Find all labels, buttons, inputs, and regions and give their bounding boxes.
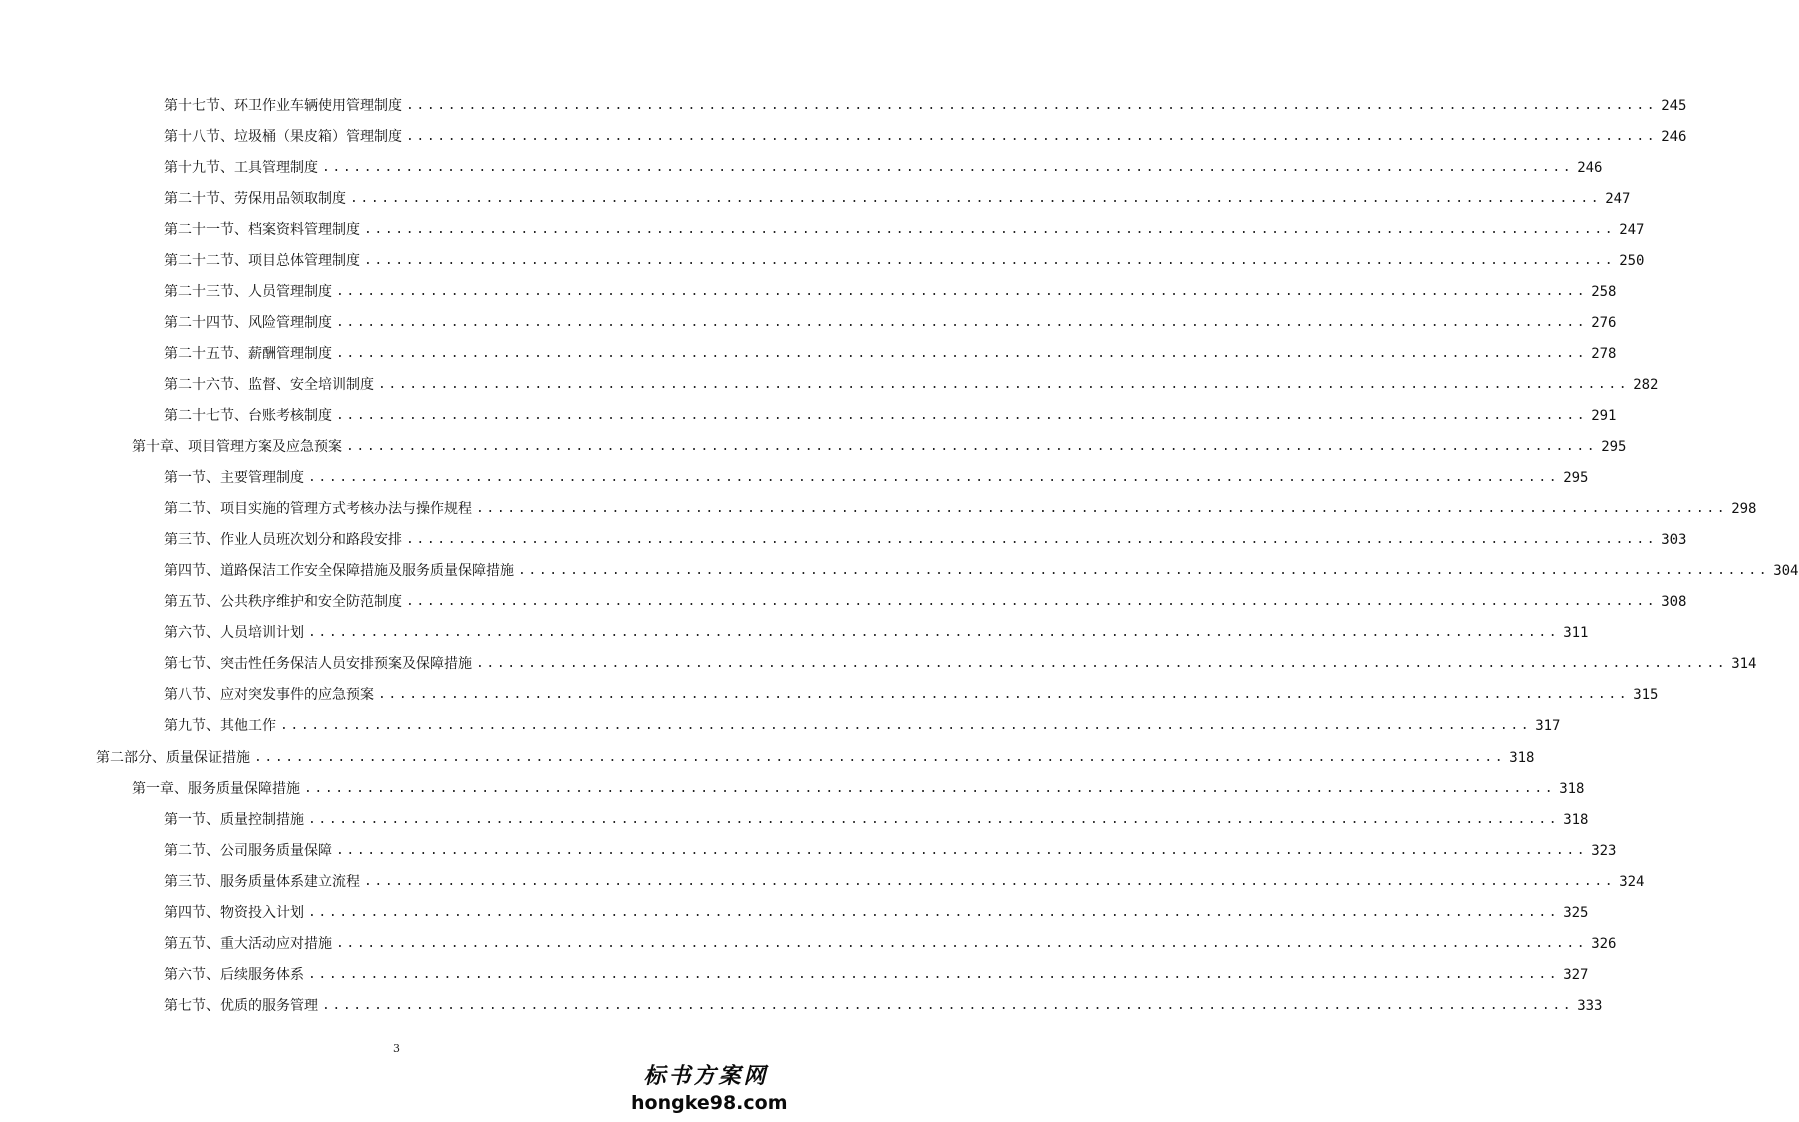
toc-dot-leader: ........................................................................................................................: [308, 811, 1560, 827]
toc-dot-leader: ........................................................................................................................: [336, 314, 1588, 330]
toc-entry[interactable]: [0, 276, 1617, 307]
toc-entry-title: 第一章、服务质量保障措施: [132, 780, 300, 797]
toc-entry-title: 第六节、后续服务体系: [164, 966, 304, 983]
watermark-url: hongke98.com: [631, 1092, 788, 1114]
toc-entry-title: 第十九节、工具管理制度: [164, 159, 318, 176]
toc-entry-page: 276: [1591, 314, 1617, 331]
toc-dot-leader: ........................................................................................................................: [406, 532, 1658, 548]
toc-entry[interactable]: [0, 245, 1645, 276]
toc-dot-leader: ........................................................................................................................: [364, 873, 1616, 889]
toc-entry-title: 第二十四节、风险管理制度: [164, 314, 332, 331]
toc-dot-leader: ........................................................................................................................: [378, 376, 1630, 392]
toc-entry-title: 第五节、公共秩序维护和安全防范制度: [164, 594, 402, 611]
toc-entry-page: 291: [1591, 407, 1617, 424]
toc-entry[interactable]: [0, 587, 1687, 618]
toc-entry[interactable]: [0, 556, 1799, 587]
toc-entry-title: 第二十七节、台账考核制度: [164, 407, 332, 424]
toc-dot-leader: ........................................................................................................................: [308, 470, 1560, 486]
toc-dot-leader: ........................................................................................................................: [364, 221, 1616, 237]
toc-entry[interactable]: [0, 369, 1659, 400]
toc-entry-page: 298: [1731, 501, 1757, 518]
toc-entry-title: 第二节、项目实施的管理方式考核办法与操作规程: [164, 501, 472, 518]
toc-entry[interactable]: [0, 773, 1585, 804]
toc-entry-page: 333: [1577, 997, 1603, 1014]
toc-dot-leader: ........................................................................................................................: [336, 407, 1588, 423]
toc-entry[interactable]: [0, 680, 1659, 711]
toc-dot-leader: ........................................................................................................................: [254, 749, 1506, 765]
toc-entry[interactable]: [0, 400, 1617, 431]
toc-dot-leader: ........................................................................................................................: [336, 842, 1588, 858]
toc-entry[interactable]: [0, 525, 1687, 556]
toc-dot-leader: ........................................................................................................................: [336, 345, 1588, 361]
toc-entry[interactable]: [0, 742, 1535, 773]
page-number: 3: [393, 1042, 400, 1055]
toc-dot-leader: ........................................................................................................................: [308, 904, 1560, 920]
toc-entry-title: 第七节、突击性任务保洁人员安排预案及保障措施: [164, 656, 472, 673]
toc-entry-page: 295: [1601, 439, 1627, 456]
toc-entry-page: 247: [1605, 190, 1631, 207]
toc-entry-page: 324: [1619, 873, 1645, 890]
toc-entry-title: 第二部分、质量保证措施: [96, 749, 250, 766]
toc-entry-title: 第二十六节、监督、安全培训制度: [164, 376, 374, 393]
toc-entry-page: 314: [1731, 656, 1757, 673]
toc-entry-title: 第一节、主要管理制度: [164, 470, 304, 487]
toc-entry[interactable]: [0, 121, 1687, 152]
toc-entry-page: 282: [1633, 376, 1659, 393]
toc-entry-title: 第二节、公司服务质量保障: [164, 842, 332, 859]
toc-entry[interactable]: [0, 711, 1561, 742]
toc-entry-page: 318: [1509, 749, 1535, 766]
toc-dot-leader: ........................................................................................................................: [476, 656, 1728, 672]
site-watermark: [631, 1059, 788, 1114]
toc-entry-title: 第十八节、垃圾桶（果皮箱）管理制度: [164, 128, 402, 145]
toc-dot-leader: ........................................................................................................................: [406, 594, 1658, 610]
toc-entry-title: 第四节、道路保洁工作安全保障措施及服务质量保障措施: [164, 563, 514, 580]
toc-entry[interactable]: [0, 928, 1617, 959]
toc-dot-leader: ........................................................................................................................: [304, 780, 1556, 796]
toc-entry[interactable]: [0, 463, 1589, 494]
toc-entry[interactable]: [0, 866, 1645, 897]
toc-entry[interactable]: [0, 618, 1589, 649]
toc-dot-leader: ........................................................................................................................: [350, 190, 1602, 206]
toc-entry-page: 308: [1661, 594, 1687, 611]
toc-entry-title: 第二十节、劳保用品领取制度: [164, 190, 346, 207]
toc-entry-page: 318: [1563, 811, 1589, 828]
toc-dot-leader: ........................................................................................................................: [308, 966, 1560, 982]
toc-entry-page: 303: [1661, 532, 1687, 549]
toc-entry[interactable]: [0, 432, 1627, 463]
toc-entry-title: 第二十一节、档案资料管理制度: [164, 221, 360, 238]
toc-entry-title: 第一节、质量控制措施: [164, 811, 304, 828]
toc-dot-leader: ........................................................................................................................: [280, 718, 1532, 734]
toc-dot-leader: ........................................................................................................................: [336, 283, 1588, 299]
toc-dot-leader: ........................................................................................................................: [308, 625, 1560, 641]
toc-entry-page: 246: [1577, 159, 1603, 176]
toc-entry-page: 325: [1563, 904, 1589, 921]
toc-entry-title: 第四节、物资投入计划: [164, 904, 304, 921]
toc-entry[interactable]: [0, 338, 1617, 369]
toc-entry-title: 第十章、项目管理方案及应急预案: [132, 439, 342, 456]
toc-entry-title: 第八节、应对突发事件的应急预案: [164, 687, 374, 704]
toc-entry[interactable]: [0, 214, 1645, 245]
toc-dot-leader: ........................................................................................................................: [406, 97, 1658, 113]
toc-entry-title: 第六节、人员培训计划: [164, 625, 304, 642]
toc-entry-page: 326: [1591, 935, 1617, 952]
toc-dot-leader: ........................................................................................................................: [336, 935, 1588, 951]
toc-entry-page: 258: [1591, 283, 1617, 300]
toc-entry-page: 315: [1633, 687, 1659, 704]
toc-dot-leader: ........................................................................................................................: [322, 997, 1574, 1013]
table-of-contents: [0, 90, 1799, 1021]
toc-entry-title: 第二十五节、薪酬管理制度: [164, 345, 332, 362]
toc-entry-title: 第九节、其他工作: [164, 718, 276, 735]
toc-entry-title: 第十七节、环卫作业车辆使用管理制度: [164, 97, 402, 114]
toc-entry-title: 第三节、作业人员班次划分和路段安排: [164, 532, 402, 549]
toc-entry-title: 第五节、重大活动应对措施: [164, 935, 332, 952]
toc-entry-title: 第七节、优质的服务管理: [164, 997, 318, 1014]
toc-entry[interactable]: [0, 990, 1603, 1021]
toc-entry-page: 323: [1591, 842, 1617, 859]
toc-entry-title: 第三节、服务质量体系建立流程: [164, 873, 360, 890]
toc-dot-leader: ........................................................................................................................: [378, 687, 1630, 703]
toc-entry[interactable]: [0, 183, 1631, 214]
toc-dot-leader: ........................................................................................................................: [518, 563, 1770, 579]
watermark-name: 标书方案网: [643, 1064, 769, 1089]
toc-entry[interactable]: [0, 959, 1589, 990]
toc-entry-page: 295: [1563, 470, 1589, 487]
toc-entry-title: 第二十三节、人员管理制度: [164, 283, 332, 300]
toc-entry-page: 327: [1563, 966, 1589, 983]
toc-entry[interactable]: [0, 649, 1757, 680]
toc-entry[interactable]: [0, 494, 1757, 525]
toc-entry[interactable]: [0, 90, 1687, 121]
toc-entry-page: 318: [1559, 780, 1585, 797]
toc-dot-leader: ........................................................................................................................: [406, 128, 1658, 144]
toc-entry[interactable]: [0, 307, 1617, 338]
toc-dot-leader: ........................................................................................................................: [476, 501, 1728, 517]
toc-entry[interactable]: [0, 804, 1589, 835]
toc-entry-page: 246: [1661, 128, 1687, 145]
toc-entry-title: 第二十二节、项目总体管理制度: [164, 252, 360, 269]
toc-entry[interactable]: [0, 897, 1589, 928]
toc-entry[interactable]: [0, 835, 1617, 866]
toc-entry-page: 317: [1535, 718, 1561, 735]
toc-entry-page: 311: [1563, 625, 1589, 642]
toc-entry-page: 247: [1619, 221, 1645, 238]
toc-dot-leader: ........................................................................................................................: [322, 159, 1574, 175]
toc-dot-leader: ........................................................................................................................: [346, 439, 1598, 455]
toc-entry-page: 245: [1661, 97, 1687, 114]
toc-dot-leader: ........................................................................................................................: [364, 252, 1616, 268]
toc-entry[interactable]: [0, 152, 1603, 183]
toc-entry-page: 304: [1773, 563, 1799, 580]
toc-entry-page: 250: [1619, 252, 1645, 269]
toc-entry-page: 278: [1591, 345, 1617, 362]
